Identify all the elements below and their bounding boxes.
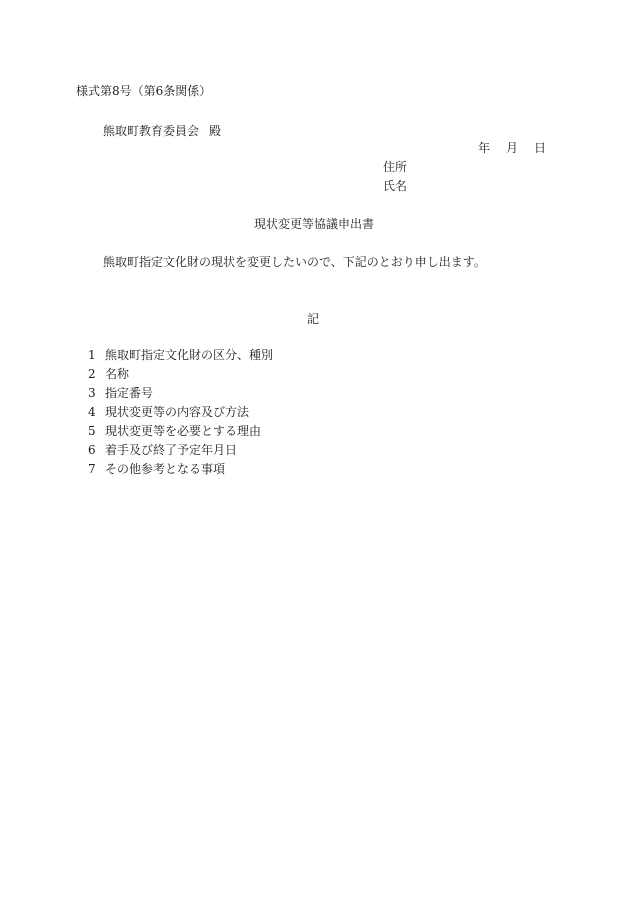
item-number: 6 (88, 443, 96, 457)
list-item (88, 463, 273, 482)
body-text: 熊取町指定文化財の現状を変更したいので、下記のとおり申し出ます。 (103, 255, 486, 269)
item-text: 指定番号 (105, 386, 154, 400)
item-text: 名称 (105, 367, 130, 381)
list-item (88, 349, 273, 368)
item-text: 熊取町指定文化財の区分、種別 (105, 348, 274, 362)
item-number: 3 (88, 386, 96, 400)
addressee-name: 熊取町教育委員会 (103, 124, 200, 138)
item-number: 5 (88, 424, 96, 438)
ki-heading: 記 (307, 312, 320, 326)
addressee (103, 125, 221, 137)
document-title: 現状変更等協議申出書 (254, 217, 375, 231)
list-item (88, 444, 273, 463)
date-month-label: 月 (506, 141, 519, 155)
item-number: 7 (88, 462, 96, 476)
list-item (88, 368, 273, 387)
address-label: 住所 (383, 160, 408, 174)
item-number: 4 (88, 405, 96, 419)
date-day-label: 日 (534, 141, 547, 155)
item-text: 着手及び終了予定年月日 (105, 443, 238, 457)
list-item (88, 387, 273, 406)
item-number: 2 (88, 367, 96, 381)
list-item (88, 406, 273, 425)
list-item (88, 425, 273, 444)
item-text: 現状変更等を必要とする理由 (105, 424, 262, 438)
item-number: 1 (88, 348, 96, 362)
date-year-label: 年 (478, 141, 491, 155)
addressee-honorific: 殿 (209, 124, 222, 138)
date-line (478, 142, 546, 154)
item-text: 現状変更等の内容及び方法 (105, 405, 250, 419)
item-text: その他参考となる事項 (105, 462, 226, 476)
form-number: 様式第8号（第6条関係） (76, 84, 212, 98)
item-list (88, 349, 273, 482)
name-label: 氏名 (383, 179, 408, 193)
